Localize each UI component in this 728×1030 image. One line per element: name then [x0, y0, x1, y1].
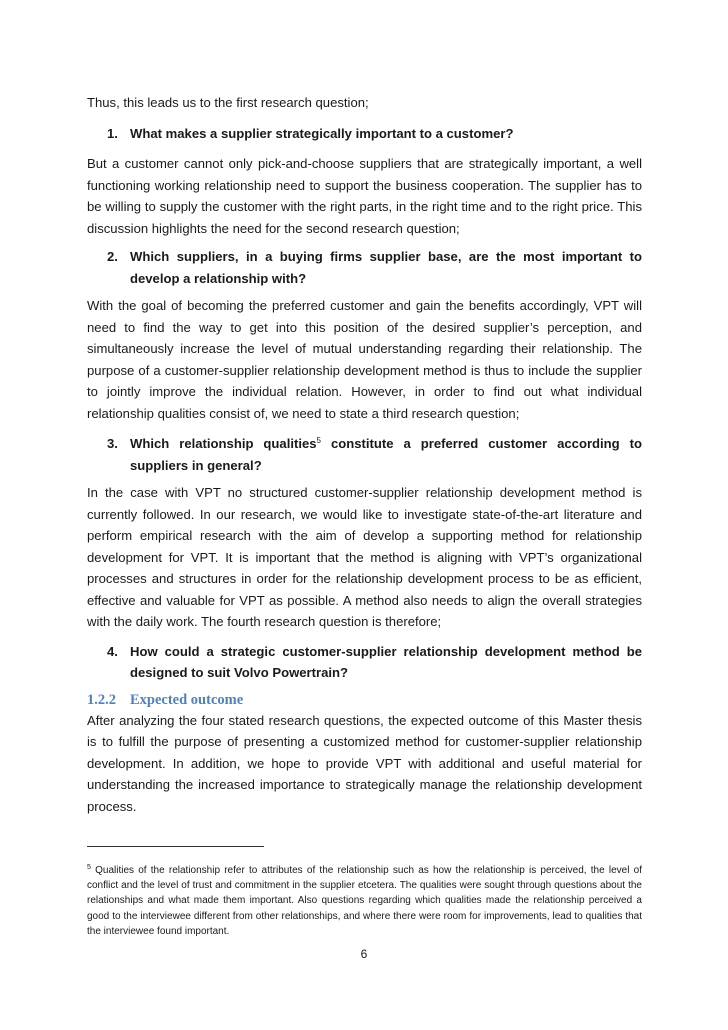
rq-text: What makes a supplier strategically important to a customer?: [130, 125, 514, 141]
footnote-text: Qualities of the relationship refer to attributes of the relationship such as how the relationship is perceived, the level of conflict and the level of trust and commitment in the supplier etcetera. The qualities were sought through questions about the relationships and what made them important. Also questions regarding which qualities made the relationship perceived a good to the interviewee different from other relationships, and where there were room for improvements, lead to qualities that the interviewee found important.: [87, 865, 642, 937]
rq-number: 2.: [107, 249, 118, 264]
page-body: [87, 92, 642, 817]
paragraph-4: After analyzing the four stated research questions, the expected outcome of this Master thesis is to fulfill the purpose of presenting a customized method for customer-supplier relationship development. In addition, we hope to provide VPT with additional and useful material for understanding the increased importance to strategically manage the relationship development process.: [87, 712, 642, 814]
footnote-separator: [87, 846, 264, 847]
rq-text-start: Which relationship qualities: [130, 436, 317, 451]
research-question-3: [107, 433, 642, 476]
section-heading: [87, 690, 642, 710]
rq-number: 4.: [107, 643, 118, 659]
page-number: 6: [360, 947, 368, 961]
rq-text: [130, 433, 642, 476]
rq-text: Which suppliers, in a buying firms supplier base, are the most important to develop a relationship with?: [130, 249, 642, 286]
paragraph-2: With the goal of becoming the preferred customer and gain the benefits accordingly, VPT will need to find the way to get into this position of the desired supplier’s perception, and simultaneously increase the level of mutual understanding regarding their relationship. The purpose of a customer-supplier relationship development method is thus to include the supplier to jointly improve the individual relation. However, in order to find out what individual relationship qualities consist of, we need to state a third research question;: [87, 298, 642, 421]
rq-text: How could a strategic customer-supplier relationship development method be designed to suit Volvo Powertrain?: [130, 643, 642, 680]
section-number: 1.2.2: [87, 691, 116, 708]
section-title: Expected outcome: [130, 691, 244, 708]
rq-number: 1.: [107, 125, 118, 141]
paragraph-1: But a customer cannot only pick-and-choose suppliers that are strategically important, a well functioning working relationship need to support the business cooperation. The supplier has to be willing to supply the customer with the right parts, in the right time and to the right price. This discussion highlights the need for the second research question;: [87, 156, 642, 236]
intro-paragraph: Thus, this leads us to the first research question;: [87, 95, 369, 110]
research-question-1: [107, 123, 642, 145]
research-question-4: [107, 641, 642, 684]
footnote-number: 5: [87, 864, 91, 871]
footnote: [87, 863, 642, 939]
rq-number: 3.: [107, 436, 118, 451]
paragraph-3: In the case with VPT no structured customer-supplier relationship development method is currently followed. In our research, we would like to investigate state-of-the-art literature and perform empirical research with the aim of develop a supporting method for relationship development for VPT. It is important that the method is aligning with VPT’s organizational processes and structures in order for the relationship development process to be as efficient, effective and valuable for VPT as possible. A method also needs to align the overall strategies with the daily work. The fourth research question is therefore;: [87, 485, 642, 629]
rq-text-end: constitute a preferred customer according to suppliers in general?: [130, 436, 642, 473]
research-question-2: [107, 246, 642, 289]
footnote-reference[interactable]: 5: [316, 436, 321, 445]
